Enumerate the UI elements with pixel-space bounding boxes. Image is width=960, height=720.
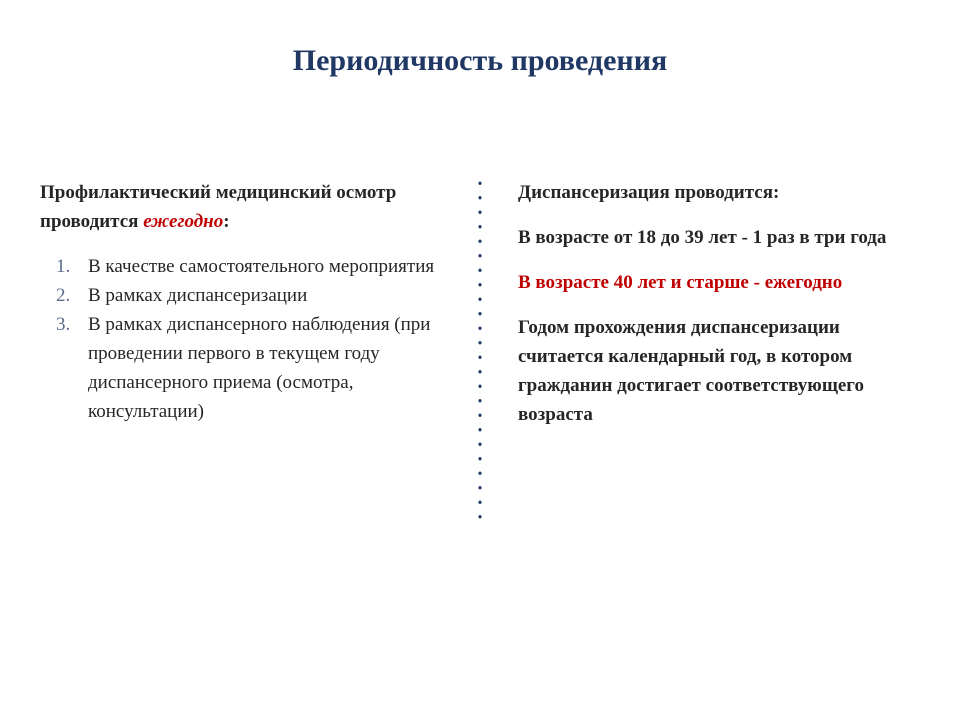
left-heading-main: Профилактический медицинский осмотр проводится	[40, 182, 397, 232]
numbered-list	[40, 252, 440, 426]
left-column	[40, 178, 440, 426]
list-item	[40, 310, 440, 426]
right-column	[518, 178, 918, 445]
list-item-number: 2.	[56, 285, 71, 306]
list-item-text: В рамках диспансеризации	[88, 285, 308, 306]
list-item-number: 1.	[56, 256, 71, 277]
list-item-text: В качестве самостоятельного мероприятия	[88, 256, 435, 277]
age-18-39-text: В возрасте от 18 до 39 лет - 1 раз в три года	[518, 227, 887, 248]
calendar-year-note: Годом прохождения диспансеризации считается календарный год, в котором гражданин достигает соответствующего возраста	[518, 317, 864, 425]
list-item-number: 3.	[56, 314, 71, 335]
dotted-divider	[478, 176, 482, 526]
left-heading-end: :	[223, 211, 230, 232]
list-item	[40, 281, 440, 310]
age-40-plus-text: В возрасте 40 лет и старше - ежегодно	[518, 272, 843, 293]
left-heading-accent: ежегодно	[143, 211, 224, 232]
list-item	[40, 252, 440, 281]
list-item-text: В рамках диспансерного наблюдения (при проведении первого в текущем году диспансерного приема (осмотра, консультации)	[88, 314, 431, 422]
right-heading: Диспансеризация проводится:	[518, 182, 780, 203]
left-heading	[40, 178, 440, 236]
page-title: Периодичность проведения	[292, 44, 668, 77]
